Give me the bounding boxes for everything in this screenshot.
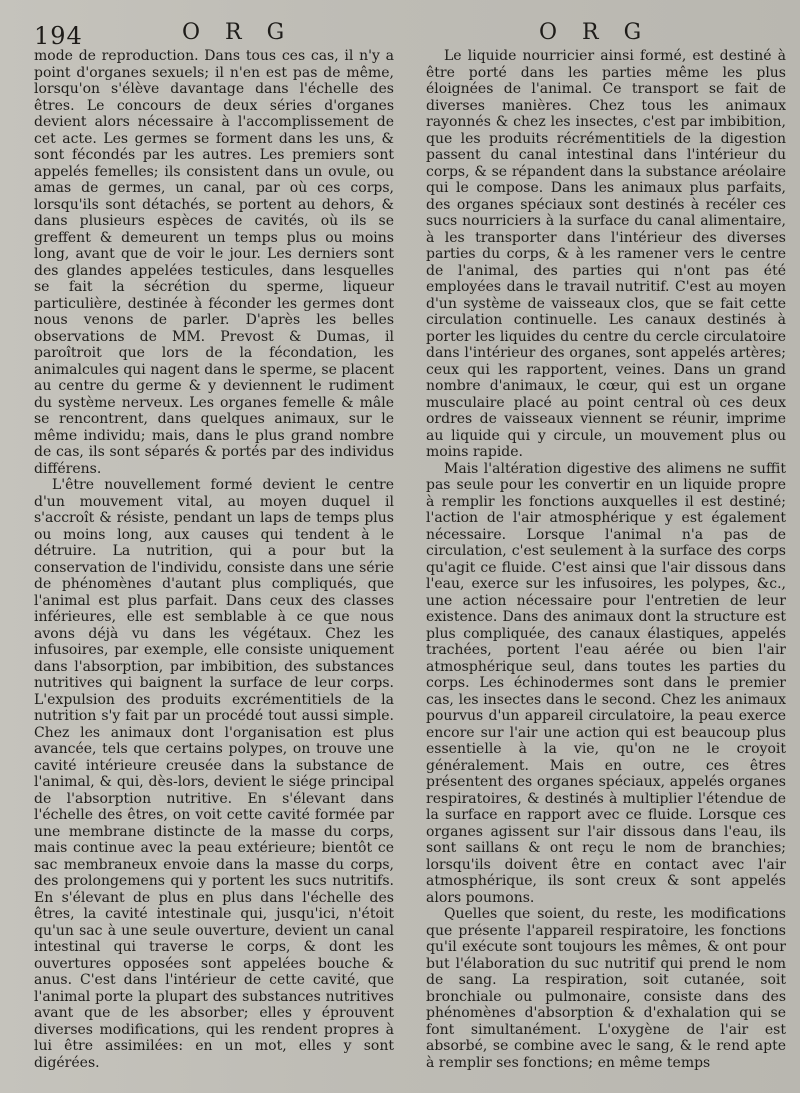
- paragraph: Mais l'altération digestive des alimens ne suffit pas seule pour les convertir en un liquide propre à remplir les fonctions auxquelles il est destiné; l'action de l'air atmosphérique y est également nécessaire. Lorsque l'animal n'a pas de circulation, c'est seulement à la surface des corps qu'agit ce fluide. C'est ainsi que l'air dissous dans l'eau, exerce sur les infusoires, les polypes, &c., une action nécessaire pour l'entretien de leur existence. Dans des animaux dont la structure est plus compliquée, des canaux élastiques, appelés trachées, portent l'eau aérée ou bien l'air atmosphérique seul, dans toutes les parties du corps. Les échinodermes sont dans le premier cas, les insectes dans le second. Chez les animaux pourvus d'un appareil circulatoire, la peau exerce encore sur l'air une action qui est beaucoup plus essentielle à la vie, qu'on ne le croyoit généralement. Mais en outre, ces êtres présentent des organes spéciaux, appelés organes respiratoires, & destinés à multiplier l'étendue de la surface en rapport avec ce fluide. Lorsque ces organes agissent sur l'air dissous dans l'eau, ils sont saillans & ont reçu le nom de branchies; lorsqu'ils doivent être en contact avec l'air atmosphérique, ils sont creux & sont appelés alors poumons.: [426, 460, 786, 906]
- paragraph: L'être nouvellement formé devient le centre d'un mouvement vital, au moyen duquel il s'accroît & résiste, pendant un laps de temps plus ou moins long, aux causes qui tendent à le détruire. La nutrition, qui a pour but la conservation de l'individu, consiste dans une série de phénomènes d'autant plus compliqués, que l'animal est plus parfait. Dans ceux des classes inférieures, elle est semblable à ce que nous avons déjà vu dans les végétaux. Chez les infusoires, par exemple, elle consiste uniquement dans l'absorption, par imbibition, des substances nutritives qui baignent la surface de leur corps. L'expulsion des produits excrémentitiels de la nutrition s'y fait par un procédé tout aussi simple. Chez les animaux dont l'organisation est plus avancée, tels que certains polypes, on trouve une cavité intérieure creusée dans la substance de l'animal, & qui, dès-lors, devient le siége principal de l'absorption nutritive. En s'élevant dans l'échelle des êtres, on voit cette cavité formée par une membrane distincte de la masse du corps, mais continue avec la peau extérieure; bientôt ce sac membraneux envoie dans la masse du corps, des prolongemens qui y portent les sucs nutritifs. En s'élevant de plus en plus dans l'échelle des êtres, la cavité intestinale qui, jusqu'ici, n'étoit qu'un sac à une seule ouverture, devient un canal intestinal qui traverse le corps, & dont les ouvertures opposées sont appelées bouche & anus. C'est dans l'intérieur de cette cavité, que l'animal porte la plupart des substances nutritives avant que de les absorber; elles y éprouvent diverses modifications, qui les rendent propres à lui être assimilées: en un mot, elles y sont digérées.: [34, 477, 394, 1071]
- paragraph: Le liquide nourricier ainsi formé, est destiné à être porté dans les parties même les plus éloignées de l'animal. Ce transport se fait de diverses manières. Chez tous les animaux rayonnés & chez les insectes, c'est par imbibition, que les produits récrémentitiels de la digestion passent du canal intestinal dans l'intérieur du corps, & se répandent dans la substance aréolaire qui le compose. Dans les animaux plus parfaits, des organes spéciaux sont destinés à recéler ces sucs nourriciers à la surface du canal alimentaire, à les transporter dans l'intérieur des diverses parties du corps, & à les ramener vers le centre de l'animal, des parties qui n'ont pas été employées dans le travail nutritif. C'est au moyen d'un système de vaisseaux clos, que se fait cette circulation continuelle. Les canaux destinés à porter les liquides du centre du cercle circulatoire dans l'intérieur des organes, sont appelés artères; ceux qui les rapportent, veines. Dans un grand nombre d'animaux, le cœur, qui est un organe musculaire placé au point central où ces deux ordres de vaisseaux viennent se réunir, imprime au liquide qui y circule, un mouvement plus ou moins rapide.: [426, 48, 786, 460]
- text-columns: [34, 48, 786, 1078]
- page-number: 194: [34, 22, 83, 50]
- paragraph: mode de reproduction. Dans tous ces cas, il n'y a point d'organes sexuels; il n'en est pas de même, lorsqu'on s'élève davantage dans l'échelle des êtres. Le concours de deux séries d'organes devient alors nécessaire à l'accomplissement de cet acte. Les germes se forment dans les uns, & sont fécondés par les autres. Les premiers sont appelés femelles; ils consistent dans un ovule, ou amas de germes, un canal, par où ces corps, lorsqu'ils sont détachés, se portent au dehors, & dans plusieurs espèces de cavités, où ils se greffent & demeurent un temps plus ou moins long, avant que de voir le jour. Les derniers sont des glandes appelées testicules, dans lesquelles se fait la sécrétion du sperme, liqueur particulière, destinée à féconder les germes dont nous venons de parler. D'après les belles observations de MM. Prevost & Dumas, il paroîtroit que lors de la fécondation, les animalcules qui nagent dans le sperme, se placent au centre du germe & y deviennent le rudiment du système nerveux. Les organes femelle & mâle se rencontrent, dans quelques animaux, sur le même individu; mais, dans le plus grand nombre de cas, ils sont séparés & portés par des individus différens.: [34, 48, 394, 477]
- right-column: [426, 48, 786, 1071]
- left-column: [34, 48, 394, 1071]
- running-head-right: O R G: [539, 20, 651, 45]
- running-head-left: O R G: [182, 20, 294, 45]
- paragraph: Quelles que soient, du reste, les modifications que présente l'appareil respiratoire, les fonctions qu'il exécute sont toujours les mêmes, & ont pour but l'élaboration du suc nutritif qui prend le nom de sang. La respiration, soit cutanée, soit bronchiale ou pulmonaire, consiste dans des phénomènes d'absorption & d'exhalation qui se font simultanément. L'oxygène de l'air est absorbé, se combine avec le sang, & le rend apte à remplir ses fonctions; en même temps: [426, 906, 786, 1071]
